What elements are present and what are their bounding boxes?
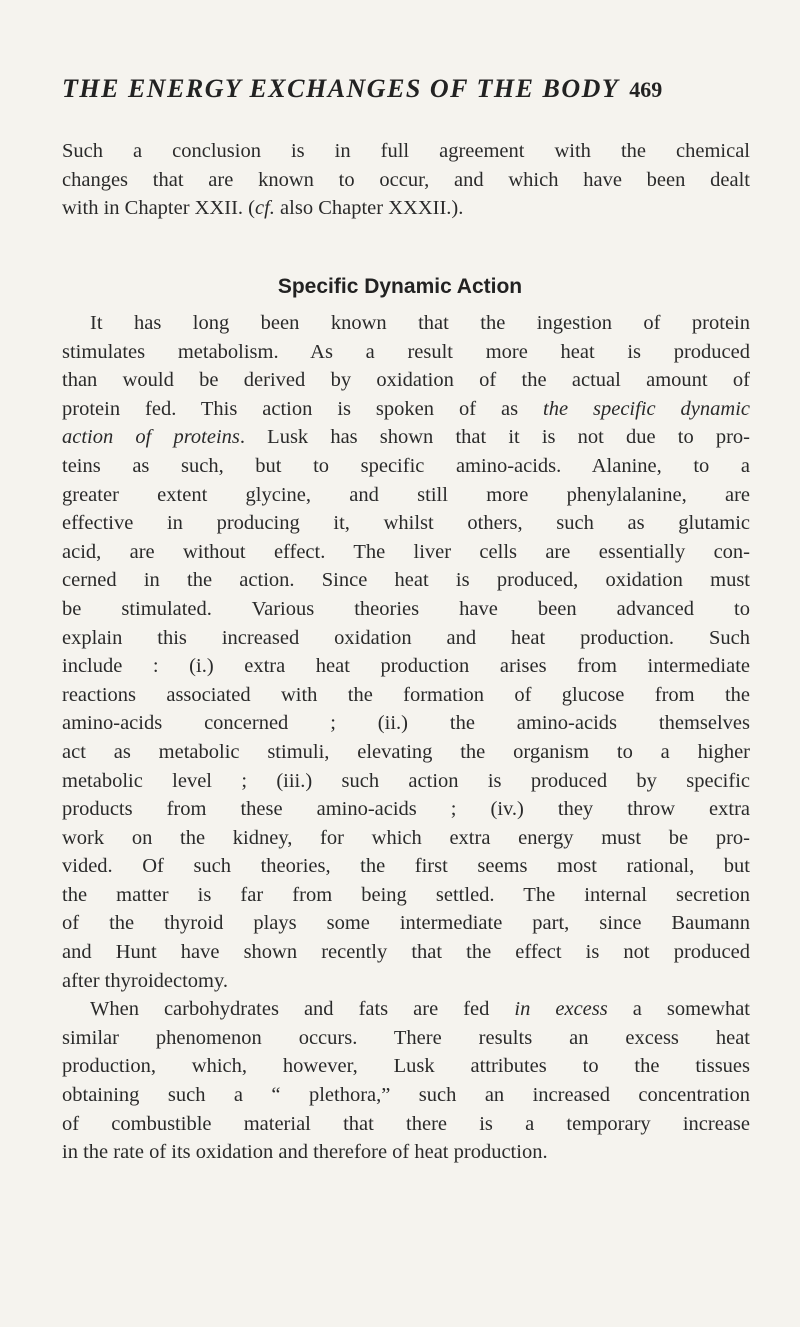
text-line: When carbohydrates and fats are fed in excess a somewhat <box>90 998 750 1021</box>
text-line: obtaining such a “ plethora,” such an increased concentration <box>62 1084 750 1107</box>
text-line: vided. Of such theories, the first seems most rational, but <box>62 855 750 878</box>
text-line: the matter is far from being settled. The internal secretion <box>62 883 750 906</box>
text-line: than would be derived by oxidation of the actual amount of <box>62 369 750 392</box>
text-line: with in Chapter XXII. (cf. also Chapter XXXII.). <box>62 197 464 220</box>
page-number: 469 <box>629 77 663 102</box>
text-line: act as metabolic stimuli, elevating the organism to a higher <box>62 740 750 763</box>
text-line: be stimulated. Various theories have been advanced to <box>62 597 750 620</box>
text-line: stimulates metabolism. As a result more heat is produced <box>62 340 750 363</box>
text-line: changes that are known to occur, and which have been dealt <box>62 168 750 191</box>
text-line: products from these amino-acids ; (iv.) they throw extra <box>62 798 750 821</box>
text-line: Such a conclusion is in full agreement with the chemical <box>62 140 750 162</box>
text-line: include : (i.) extra heat production arises from intermediate <box>62 655 750 678</box>
paragraph-2 <box>62 309 750 1167</box>
text-line: explain this increased oxidation and heat production. Such <box>62 626 750 649</box>
text-line: amino-acids concerned ; (ii.) the amino-acids themselves <box>62 712 750 735</box>
text-line: production, which, however, Lusk attributes to the tissues <box>62 1055 750 1078</box>
text-line: of the thyroid plays some intermediate part, since Baumann <box>62 912 750 935</box>
text-line: acid, are without effect. The liver cells are essentially con- <box>62 540 750 563</box>
text-line: after thyroidectomy. <box>62 969 229 992</box>
text-line: metabolic level ; (iii.) such action is produced by specific <box>62 769 750 792</box>
running-head-title: THE ENERGY EXCHANGES OF THE BODY <box>62 74 620 103</box>
text-line: protein fed. This action is spoken of as the specific dynamic <box>62 397 750 420</box>
text-line: teins as such, but to specific amino-acids. Alanine, to a <box>62 454 750 477</box>
text-line: and Hunt have shown recently that the effect is not produced <box>62 941 750 964</box>
text-line: of combustible material that there is a temporary increase <box>62 1112 750 1135</box>
text-line: reactions associated with the formation of glucose from the <box>62 683 750 706</box>
text-line: cerned in the action. Since heat is produced, oxidation must <box>62 569 750 592</box>
running-head <box>62 74 752 104</box>
text-line: in the rate of its oxidation and therefore of heat production. <box>62 1141 548 1164</box>
paragraph-1 <box>62 137 750 223</box>
text-line: similar phenomenon occurs. There results an excess heat <box>62 1026 750 1049</box>
text-line: It has long been known that the ingestion of protein <box>90 312 750 334</box>
text-line: action of proteins. Lusk has shown that it is not due to pro- <box>62 426 750 449</box>
text-line: effective in producing it, whilst others, such as glutamic <box>62 512 750 535</box>
text-line: work on the kidney, for which extra energy must be pro- <box>62 826 750 849</box>
text-line: greater extent glycine, and still more phenylalanine, are <box>62 483 750 506</box>
section-heading: Specific Dynamic Action <box>277 275 523 298</box>
